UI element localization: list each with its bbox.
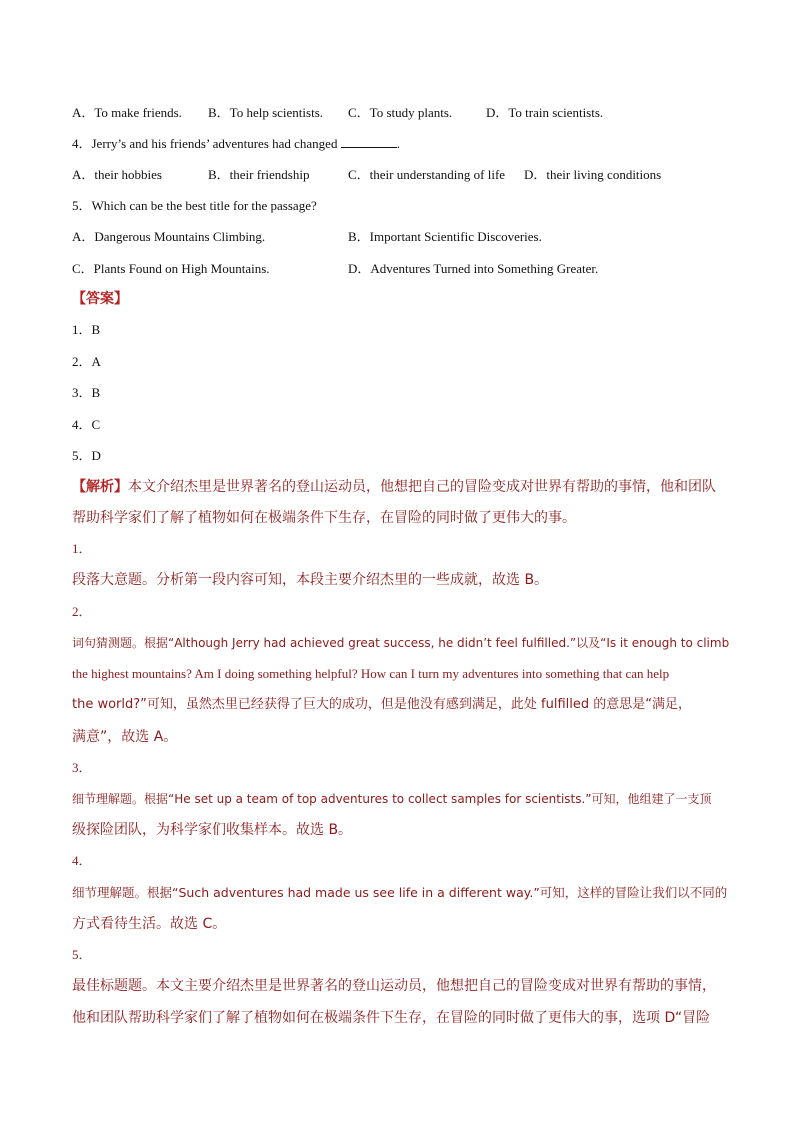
answer-item: 4．C xyxy=(72,417,101,432)
answer-item: 1．B xyxy=(72,322,101,337)
q3-option-b: B．To help scientists. xyxy=(208,105,324,120)
analysis-item-2-line-4: 满意”，故选 A。 xyxy=(72,729,178,745)
analysis-intro-text-1: 本文介绍杰里是世界著名的登山运动员，他想把自己的冒险变成对世界有帮助的事情，他和团队 xyxy=(128,479,716,495)
analysis-heading: 【解析】 xyxy=(72,479,128,495)
analysis-item-4-line-2: 方式看待生活。故选 C。 xyxy=(72,916,227,932)
q3-option-a: A．To make friends. xyxy=(72,105,182,120)
analysis-item-4-line-1: 细节理解题。根据“Such adventures had made us see life in a different way.”可知，这样的冒险让我们以不同的 xyxy=(72,885,728,900)
answer-item: 3．B xyxy=(72,385,101,400)
q5-option-c: C．Plants Found on High Mountains. xyxy=(72,261,270,276)
q5-option-a: A．Dangerous Mountains Climbing. xyxy=(72,229,266,244)
analysis-intro-1 xyxy=(72,478,716,496)
analysis-number-2: 2． xyxy=(72,604,92,619)
analysis-item-5-line-2: 他和团队帮助科学家们了解了植物如何在极端条件下生存，在冒险的同时做了更伟大的事，选项 D“冒险 xyxy=(72,1010,711,1026)
q4-option-c: C．their understanding of life xyxy=(348,167,506,182)
q4-option-b: B．their friendship xyxy=(208,167,310,182)
q4-option-d: D．their living conditions xyxy=(524,167,662,182)
q5-option-b: B．Important Scientific Discoveries. xyxy=(348,229,542,244)
analysis-number-5: 5． xyxy=(72,947,92,962)
analysis-number-3: 3． xyxy=(72,760,92,775)
q5-option-d: D．Adventures Turned into Something Greater. xyxy=(348,261,599,276)
q3-option-c: C．To study plants. xyxy=(348,105,453,120)
analysis-item-1: 段落大意题。分析第一段内容可知，本段主要介绍杰里的一些成就，故选 B。 xyxy=(72,572,549,588)
q4-stem-text: 4．Jerry’s and his friends’ adventures had changed xyxy=(72,136,338,151)
analysis-item-5-line-1: 最佳标题题。本文主要介绍杰里是世界著名的登山运动员，他想把自己的冒险变成对世界有帮助的事情， xyxy=(72,978,716,994)
q4-stem-end: . xyxy=(396,136,400,151)
answer-item: 2．A xyxy=(72,354,101,369)
q3-option-d: D．To train scientists. xyxy=(486,105,604,120)
analysis-item-2-line-1: 词句猜测题。根据“Although Jerry had achieved great success, he didn’t feel fulfilled.”以及“Is it enough to climb xyxy=(72,636,730,650)
answer-heading: 【答案】 xyxy=(72,291,128,307)
q4-blank xyxy=(341,136,397,148)
analysis-item-3-line-2: 级探险团队，为科学家们收集样本。故选 B。 xyxy=(72,822,353,838)
analysis-item-2-line-2: the highest mountains? Am I doing something helpful? How can I turn my adventures into something that can help xyxy=(72,666,670,681)
q4-stem xyxy=(72,135,400,153)
analysis-item-3-line-1: 细节理解题。根据“He set up a team of top adventures to collect samples for scientists.”可知，他组建了一支顶 xyxy=(72,792,712,806)
q4-option-a: A．their hobbies xyxy=(72,167,162,182)
analysis-item-2-line-3: the world?”可知，虽然杰里已经获得了巨大的成功，但是他没有感到满足，此处 fulfilled 的意思是“满足， xyxy=(72,697,691,712)
analysis-number-1: 1． xyxy=(72,541,92,556)
q5-stem: 5．Which can be the best title for the passage? xyxy=(72,198,317,213)
answer-item: 5．D xyxy=(72,448,101,463)
analysis-number-4: 4． xyxy=(72,853,92,868)
analysis-intro-2: 帮助科学家们了解了植物如何在极端条件下生存，在冒险的同时做了更伟大的事。 xyxy=(72,510,576,526)
